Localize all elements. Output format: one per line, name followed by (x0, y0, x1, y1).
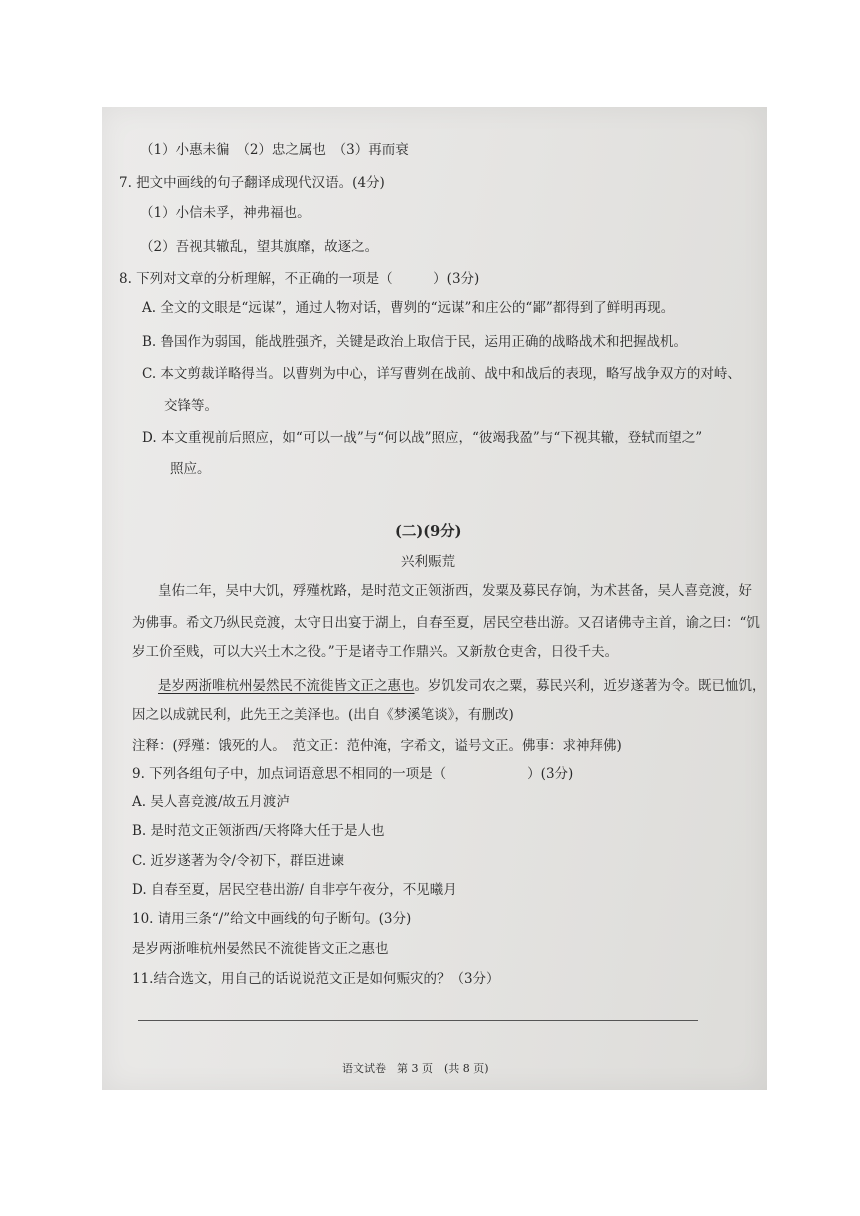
question-10-sentence: 是岁两浙唯杭州晏然民不流徙皆文正之惠也 (132, 941, 389, 957)
vocab-items-line: （1）小惠未徧 （2）忠之属也 （3）再而衰 (140, 142, 409, 158)
passage-line-5: 因之以成就民利，此先王之美泽也。(出自《梦溪笔谈》，有删改) (132, 707, 514, 723)
question-11: 11.结合选文，用自己的话说说范文正是如何赈灾的？（3分） (132, 971, 500, 987)
question-8-option-c-cont: 交锋等。 (164, 398, 218, 414)
question-10: 10. 请用三条“/”给文中画线的句子断句。(3分) (132, 911, 412, 927)
passage-line-4-rest: 。岁饥发司农之粟，募民兴利，近岁遂著为令。既已恤饥， (414, 678, 766, 694)
question-8: 8. 下列对文章的分析理解，不正确的一项是（ ）(3分) (119, 271, 480, 287)
question-7-item-2: （2）吾视其辙乱，望其旗靡，故逐之。 (140, 239, 379, 255)
underlined-sentence: 是岁两浙唯杭州晏然民不流徙皆文正之惠也 (158, 678, 415, 694)
passage-title: 兴利赈荒 (401, 554, 455, 570)
answer-line[interactable] (138, 1020, 698, 1021)
question-8-option-b: B. 鲁国作为弱国，能战胜强齐，关键是政治上取信于民，运用正确的战略战术和把握战机。 (142, 334, 688, 350)
question-9-option-c: C. 近岁遂著为令/令初下，群臣进谏 (132, 853, 344, 869)
section-2-heading: (二)(9分) (395, 523, 462, 540)
question-9-option-b: B. 是时范文正领浙西/天将降大任于是人也 (132, 823, 385, 839)
page-footer: 语文试卷 第 3 页 (共 8 页) (342, 1062, 489, 1075)
question-9-option-d: D. 自春至夏，居民空巷出游/ 自非亭午夜分，不见曦月 (132, 882, 457, 898)
question-7-item-1: （1）小信未孚，神弗福也。 (140, 205, 311, 221)
question-8-option-d-cont: 照应。 (170, 461, 211, 477)
passage-notes: 注释：(殍殣：饿死的人。 范文正：范仲淹，字希文，谥号文正。佛事：求神拜佛) (132, 738, 622, 754)
question-9-option-a: A. 吴人喜竞渡/故五月渡泸 (132, 794, 290, 810)
question-8-option-a: A. 全文的文眼是“远谋”，通过人物对话，曹刿的“远谋”和庄公的“鄙”都得到了鲜明再现。 (142, 300, 675, 316)
exam-page (102, 107, 767, 1090)
question-9: 9. 下列各组句子中，加点词语意思不相同的一项是（ ）(3分) (132, 766, 574, 782)
question-7: 7. 把文中画线的句子翻译成现代汉语。(4分) (119, 175, 385, 191)
question-8-option-d: D. 本文重视前后照应，如“可以一战”与“何以战”照应，“彼竭我盈”与“下视其辙，登轼而望之” (142, 430, 703, 446)
question-8-option-c: C. 本文剪裁详略得当。以曹刿为中心，详写曹刿在战前、战中和战后的表现，略写战争双方的对峙、 (142, 366, 741, 382)
passage-line-4 (158, 677, 766, 695)
passage-line-1: 皇佑二年，吴中大饥，殍殣枕路，是时范文正领浙西，发粟及募民存饷，为术甚备，吴人喜竞渡，好 (158, 583, 752, 599)
passage-line-3: 岁工价至贱，可以大兴土木之役。”于是诸寺工作鼎兴。又新敖仓吏舍，日役千夫。 (132, 644, 619, 660)
passage-line-2: 为佛事。希文乃纵民竞渡，太守日出宴于湖上，自春至夏，居民空巷出游。又召诸佛寺主首，谕之曰：“饥 (132, 615, 760, 631)
